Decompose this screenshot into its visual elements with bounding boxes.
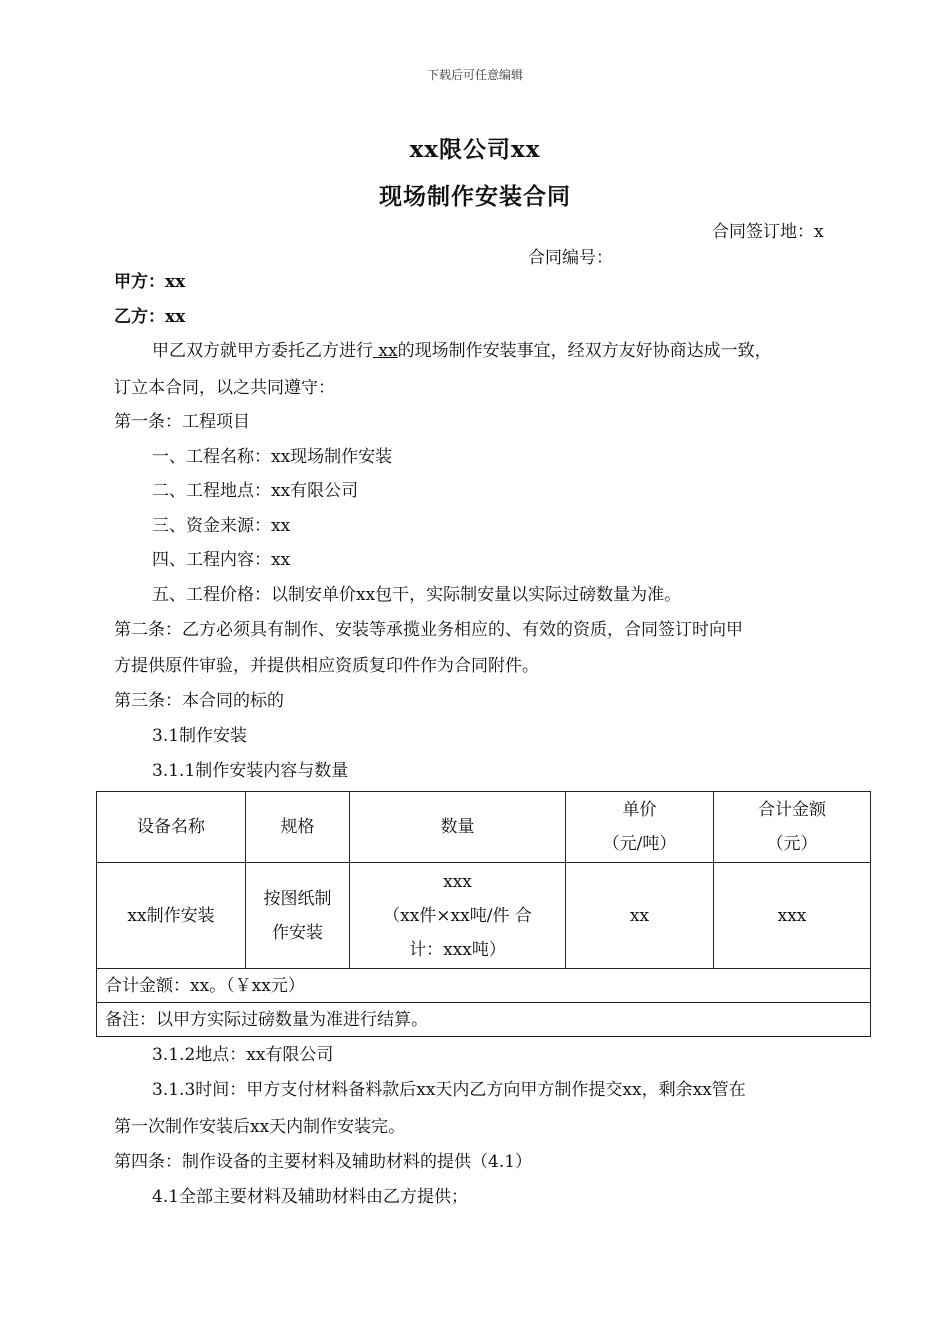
article2-line1: 第二条：乙方必须具有制作、安装等承揽业务相应的、有效的资质，合同签订时向甲 <box>114 620 743 640</box>
cell-name: xx制作安装 <box>97 863 246 969</box>
section-312: 3.1.2地点：xx有限公司 <box>152 1045 334 1065</box>
sign-place: 合同签订地：x <box>712 222 824 242</box>
col-header-name: 设备名称 <box>97 792 246 863</box>
article3-sub1: 3.1制作安装 <box>152 726 248 746</box>
header-note: 下载后可任意编辑 <box>426 68 523 82</box>
intro-line-2: 订立本合同，以之共同遵守： <box>114 378 335 398</box>
intro-after: 的现场制作安装事宜，经双方友好协商达成一致， <box>397 341 772 361</box>
company-title: xx限公司xx <box>409 136 541 163</box>
article2-line2: 方提供原件审验，并提供相应资质复印件作为合同附件。 <box>114 656 539 676</box>
section-41: 4.1全部主要材料及辅助材料由乙方提供； <box>152 1187 469 1207</box>
article1-item: 一、工程名称：xx现场制作安装 <box>152 447 393 467</box>
party-a: 甲方：xx <box>114 272 186 292</box>
total-amount: 合计金额：xx。（￥xx元） <box>97 969 871 1003</box>
cell-qty: xxx （xx件×xx吨/件 合计：xxx吨） <box>350 863 566 969</box>
intro-line-1 <box>152 341 772 361</box>
table-row <box>97 863 871 969</box>
col-header-spec: 规格 <box>246 792 350 863</box>
cell-price: xx <box>566 863 714 969</box>
table-header-row <box>97 792 871 863</box>
cell-amount: xxx <box>714 863 871 969</box>
article3-sub11: 3.1.1制作安装内容与数量 <box>152 761 349 781</box>
intro-underlined: xx <box>373 341 398 361</box>
article1-item: 五、工程价格：以制安单价xx包干，实际制安量以实际过磅数量为准。 <box>152 585 682 605</box>
article3-heading: 第三条：本合同的标的 <box>114 691 284 711</box>
col-header-price: 单价 （元/吨） <box>566 792 714 863</box>
cell-spec: 按图纸制作安装 <box>246 863 350 969</box>
contract-number: 合同编号： <box>528 248 613 268</box>
table-total-row <box>97 969 871 1003</box>
col-header-amount: 合计金额 （元） <box>714 792 871 863</box>
article1-heading: 第一条：工程项目 <box>114 412 250 432</box>
table-remark-row <box>97 1003 871 1037</box>
intro-before: 甲乙双方就甲方委托乙方进行 <box>152 341 373 361</box>
contract-title: 现场制作安装合同 <box>379 183 571 210</box>
section-313-line1: 3.1.3时间：甲方支付材料备料款后xx天内乙方向甲方制作提交xx，剩余xx管在 <box>152 1080 746 1100</box>
article1-item: 四、工程内容：xx <box>152 550 291 570</box>
article1-item: 二、工程地点：xx有限公司 <box>152 481 359 501</box>
section-313-line2: 第一次制作安装后xx天内制作安装完。 <box>114 1117 406 1137</box>
party-b: 乙方：xx <box>114 307 186 327</box>
article1-item: 三、资金来源：xx <box>152 516 291 536</box>
spec-table <box>96 791 871 1037</box>
article4-heading: 第四条：制作设备的主要材料及辅助材料的提供（4.1） <box>114 1152 533 1172</box>
col-header-qty: 数量 <box>350 792 566 863</box>
remark: 备注：以甲方实际过磅数量为准进行结算。 <box>97 1003 871 1037</box>
